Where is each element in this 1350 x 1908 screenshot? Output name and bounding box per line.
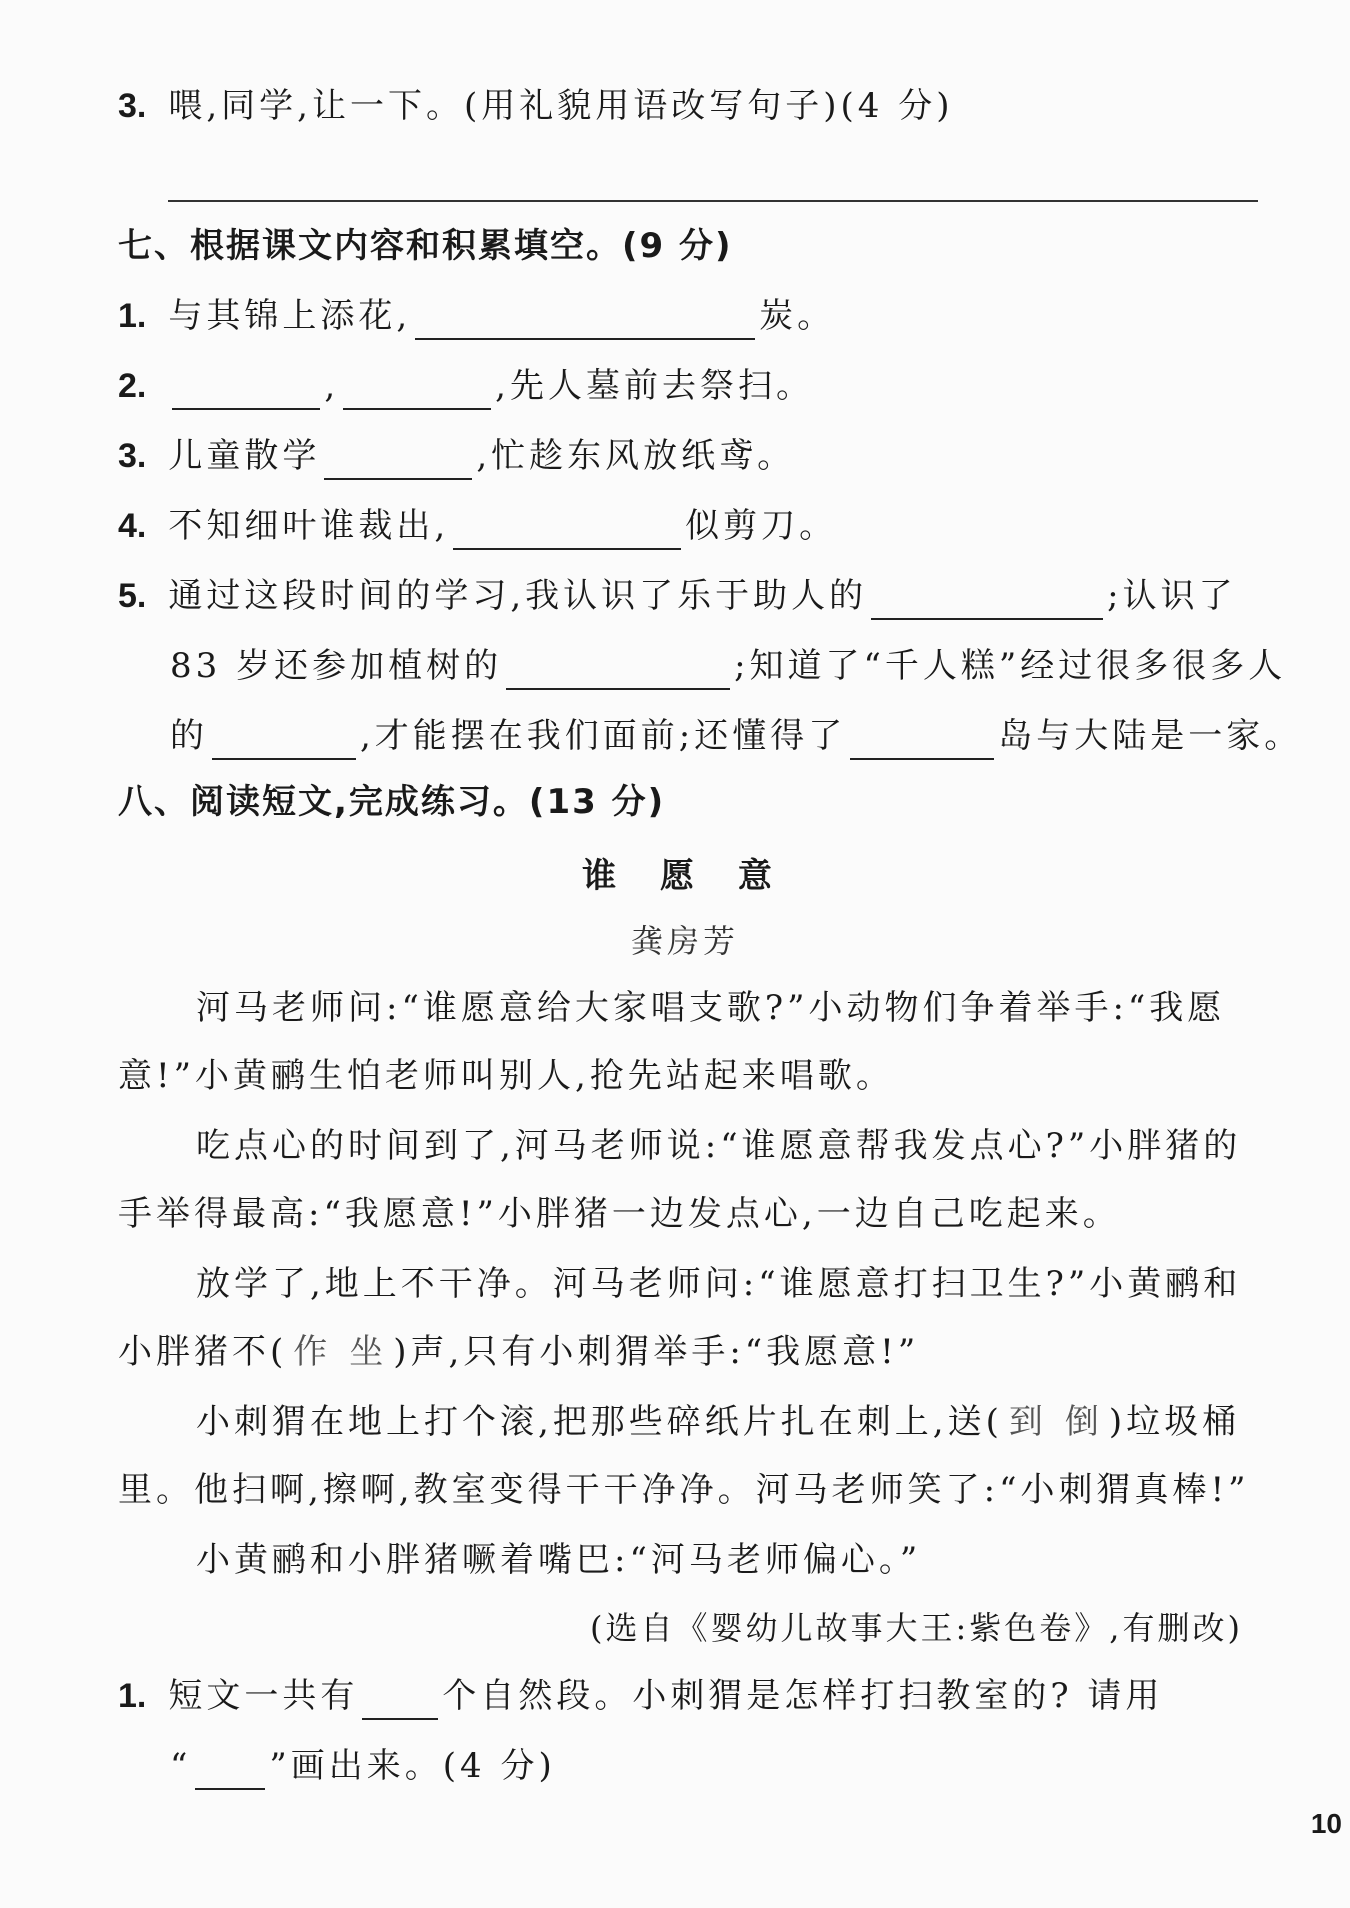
question-number: 5. [118, 577, 147, 615]
question-text: , [324, 366, 340, 406]
page-number: 10 [1310, 1808, 1342, 1839]
question-number: 1. [118, 297, 147, 335]
question-text: 喂,同学,让一下。(用礼貌用语改写句子)(4 分) [168, 86, 954, 126]
question-7-5-line-1 [118, 572, 1237, 620]
question-text: 的 [170, 716, 208, 756]
section-8-heading: 八、阅读短文,完成练习。(13 分) [118, 782, 666, 822]
question-text: 不知细叶谁裁出, [168, 506, 450, 546]
question-number: 3. [118, 437, 147, 475]
paragraph-1-line-2: 意!”小黄鹂生怕老师叫别人,抢先站起来唱歌。 [118, 1056, 894, 1096]
paragraph-text: )垃圾桶 [1108, 1402, 1241, 1442]
question-text: 炭。 [759, 296, 836, 336]
question-7-5-line-3 [170, 712, 1302, 760]
paragraph-4-line-1 [196, 1398, 1240, 1446]
fill-blank[interactable] [324, 440, 472, 480]
fill-blank[interactable] [195, 1750, 265, 1790]
question-text: 岛与大陆是一家。 [998, 716, 1303, 756]
question-text: ;知道了“千人糕”经过很多很多人 [734, 646, 1287, 686]
paragraph-4-line-2: 里。他扫啊,擦啊,教室变得干干净净。河马老师笑了:“小刺猬真棒!” [118, 1470, 1250, 1510]
answer-line[interactable] [168, 200, 1258, 202]
word-choice-option[interactable]: 到 [1008, 1402, 1047, 1442]
question-7-4 [118, 502, 837, 550]
question-text: 短文一共有 [168, 1676, 359, 1716]
question-text: ,先人墓前去祭扫。 [495, 366, 814, 406]
question-7-5-line-2 [170, 642, 1286, 690]
question-text: 似剪刀。 [685, 506, 838, 546]
fill-blank[interactable] [415, 300, 755, 340]
question-text: 83 岁还参加植树的 [170, 646, 503, 686]
fill-blank[interactable] [212, 720, 356, 760]
passage-author: 龚房芳 [630, 922, 739, 960]
paragraph-1-line-1: 河马老师问:“谁愿意给大家唱支歌?”小动物们争着举手:“我愿 [196, 988, 1226, 1028]
question-text: ”画出来。(4 分) [269, 1746, 556, 1786]
paragraph-text: 小刺猬在地上打个滚,把那些碎纸片扎在刺上,送( [196, 1402, 1003, 1442]
paragraph-text: 小胖猪不( [118, 1332, 288, 1372]
fill-blank[interactable] [506, 650, 730, 690]
question-text: 与其锦上添花, [168, 296, 412, 336]
question-number: 1. [118, 1677, 147, 1715]
section-7-heading: 七、根据课文内容和积累填空。(9 分) [118, 226, 733, 266]
question-text: 通过这段时间的学习,我认识了乐于助人的 [168, 576, 868, 616]
paragraph-3-line-1: 放学了,地上不干净。河马老师问:“谁愿意打扫卫生?”小黄鹂和 [196, 1264, 1242, 1304]
paragraph-5: 小黄鹂和小胖猪噘着嘴巴:“河马老师偏心。” [196, 1540, 922, 1580]
question-7-1 [118, 292, 835, 340]
word-choice-option[interactable]: 倒 [1064, 1402, 1103, 1442]
question-number: 4. [118, 507, 147, 545]
fill-blank[interactable] [850, 720, 994, 760]
word-choice-option[interactable]: 作 [293, 1332, 332, 1372]
paragraph-text: )声,只有小刺猬举手:“我愿意!” [393, 1332, 920, 1372]
paragraph-3-line-2 [118, 1328, 919, 1376]
question-number: 2. [118, 367, 147, 405]
question-8-1-line-1 [118, 1672, 1163, 1720]
question-8-1-line-2 [170, 1742, 556, 1790]
question-text: 个自然段。小刺猬是怎样打扫教室的? 请用 [442, 1676, 1164, 1716]
fill-blank[interactable] [172, 370, 320, 410]
question-text: ;认识了 [1107, 576, 1237, 616]
question-text: 儿童散学 [168, 436, 321, 476]
question-text: ,忙趁东风放纸鸢。 [476, 436, 796, 476]
paragraph-2-line-2: 手举得最高:“我愿意!”小胖猪一边发点心,一边自己吃起来。 [118, 1194, 1121, 1234]
question-7-2 [118, 362, 814, 410]
fill-blank[interactable] [453, 510, 681, 550]
question-text: “ [170, 1746, 192, 1786]
fill-blank[interactable] [343, 370, 491, 410]
fill-blank[interactable] [362, 1680, 438, 1720]
paragraph-2-line-1: 吃点心的时间到了,河马老师说:“谁愿意帮我发点心?”小胖猪的 [196, 1126, 1242, 1166]
question-text: ,才能摆在我们面前;还懂得了 [360, 716, 847, 756]
fill-blank[interactable] [871, 580, 1103, 620]
question-6-3 [118, 82, 953, 130]
question-number: 3. [118, 87, 147, 125]
passage-title: 谁 愿 意 [582, 856, 788, 896]
passage-source: (选自《婴幼儿故事大王:紫色卷》,有删改) [590, 1609, 1243, 1647]
word-choice-option[interactable]: 坐 [349, 1332, 388, 1372]
question-7-3 [118, 432, 795, 480]
